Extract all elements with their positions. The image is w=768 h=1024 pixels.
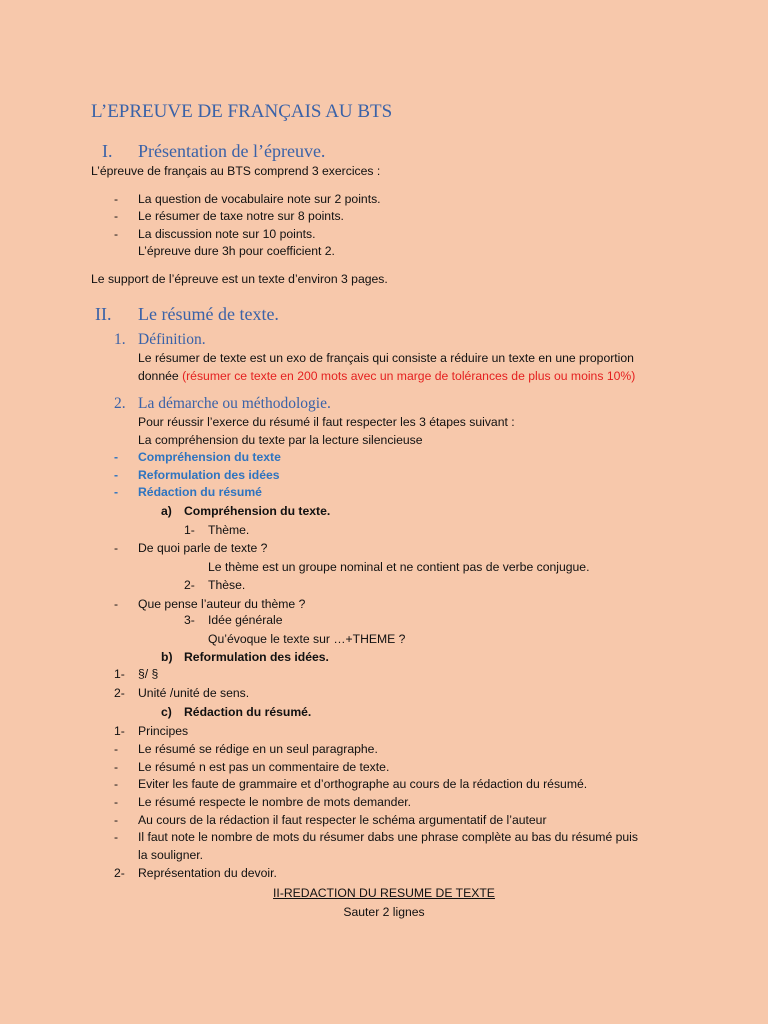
definition-line-1: Le résumer de texte est un exo de français qui consiste a réduire un texte en une proportion [138, 351, 634, 365]
list-item: La question de vocabulaire note sur 2 points. [138, 192, 381, 206]
section-1-intro: L’épreuve de français au BTS comprend 3 exercices : [91, 164, 381, 178]
subsection-1-number: 1. [114, 331, 126, 348]
list-number: 1- [114, 667, 125, 681]
list-item: Le résumer de taxe notre sur 8 points. [138, 209, 344, 223]
list-bullet: - [114, 468, 119, 482]
theme-label: Thème. [208, 523, 250, 537]
section-1-heading: Présentation de l’épreuve. [138, 141, 326, 161]
representation-label: Représentation du devoir. [138, 866, 277, 880]
principes-label: Principes [138, 724, 189, 738]
document-title: L’EPREUVE DE FRANÇAIS AU BTS [91, 101, 393, 122]
method-line-2: La compréhension du texte par la lecture silencieuse [138, 433, 423, 447]
representation-number: 2- [114, 866, 125, 880]
definition-line-2 [138, 369, 635, 384]
list-bullet: - [114, 795, 119, 809]
rule-item: Le résumé respecte le nombre de mots demander. [138, 795, 412, 809]
question-1: De quoi parle de texte ? [138, 541, 268, 555]
part-b-label: b) [161, 650, 173, 664]
subsection-1-heading: Définition. [138, 331, 206, 348]
rule-item: Au cours de la rédaction il faut respecter le schéma argumentatif de l’auteur [138, 813, 547, 827]
idee-label: Idée générale [208, 613, 283, 627]
list-bullet: - [114, 742, 119, 756]
list-bullet: - [114, 760, 119, 774]
list-bullet: - [114, 541, 119, 555]
list-item: Unité /unité de sens. [138, 686, 250, 700]
list-bullet: - [114, 830, 119, 844]
method-line-1: Pour réussir l’exerce du résumé il faut respecter les 3 étapes suivant : [138, 415, 515, 429]
step-item: Reformulation des idées [138, 468, 280, 482]
part-a-label: a) [161, 504, 172, 518]
list-bullet: - [114, 597, 119, 611]
rule-item: Le résumé n est pas un commentaire de texte. [138, 760, 390, 774]
definition-example: (résumer ce texte en 200 mots avec un marge de tolérances de plus ou moins 10%) [182, 369, 636, 383]
rule-item: Il faut note le nombre de mots du résumer dabs une phrase complète au bas du résumé puis [138, 830, 638, 844]
support-text: Le support de l’épreuve est un texte d’environ 3 pages. [91, 272, 388, 286]
rule-item: Le résumé se rédige en un seul paragraphe. [138, 742, 378, 756]
list-bullet: - [114, 450, 119, 464]
rule-continuation: la souligner. [138, 848, 204, 862]
idee-question: Qu’évoque le texte sur …+THEME ? [208, 632, 406, 646]
footer-title: II-REDACTION DU RESUME DE TEXTE [273, 886, 495, 900]
definition-text: donnée [138, 369, 183, 383]
question-2: Que pense l’auteur du thème ? [138, 597, 306, 611]
duration-text: L’épreuve dure 3h pour coefficient 2. [138, 244, 335, 258]
question-1-answer: Le thème est un groupe nominal et ne contient pas de verbe conjugue. [208, 560, 590, 574]
part-a-title: Compréhension du texte. [184, 504, 331, 518]
subsection-2-number: 2. [114, 395, 126, 412]
list-bullet: - [114, 813, 119, 827]
part-c-title: Rédaction du résumé. [184, 705, 312, 719]
part-c-label: c) [161, 705, 172, 719]
step-item: Compréhension du texte [138, 450, 281, 464]
principes-number: 1- [114, 724, 125, 738]
idee-number: 3- [184, 613, 195, 627]
list-bullet: - [114, 777, 119, 791]
list-item: §/ § [138, 667, 159, 681]
list-item: La discussion note sur 10 points. [138, 227, 316, 241]
these-number: 2- [184, 578, 195, 592]
step-item: Rédaction du résumé [138, 485, 262, 499]
these-label: Thèse. [208, 578, 246, 592]
footer-title-wrap [0, 886, 768, 901]
list-bullet: - [114, 209, 119, 223]
section-2-number: II. [95, 304, 112, 324]
section-2-heading: Le résumé de texte. [138, 304, 279, 324]
subsection-2-heading: La démarche ou méthodologie. [138, 395, 331, 412]
theme-number: 1- [184, 523, 195, 537]
footer-subtitle: Sauter 2 lignes [343, 905, 425, 919]
list-bullet: - [114, 485, 119, 499]
rule-item: Eviter les faute de grammaire et d’orthographe au cours de la rédaction du résumé. [138, 777, 588, 791]
list-bullet: - [114, 192, 119, 206]
list-bullet: - [114, 227, 119, 241]
part-b-title: Reformulation des idées. [184, 650, 329, 664]
list-number: 2- [114, 686, 125, 700]
section-1-number: I. [102, 141, 113, 161]
